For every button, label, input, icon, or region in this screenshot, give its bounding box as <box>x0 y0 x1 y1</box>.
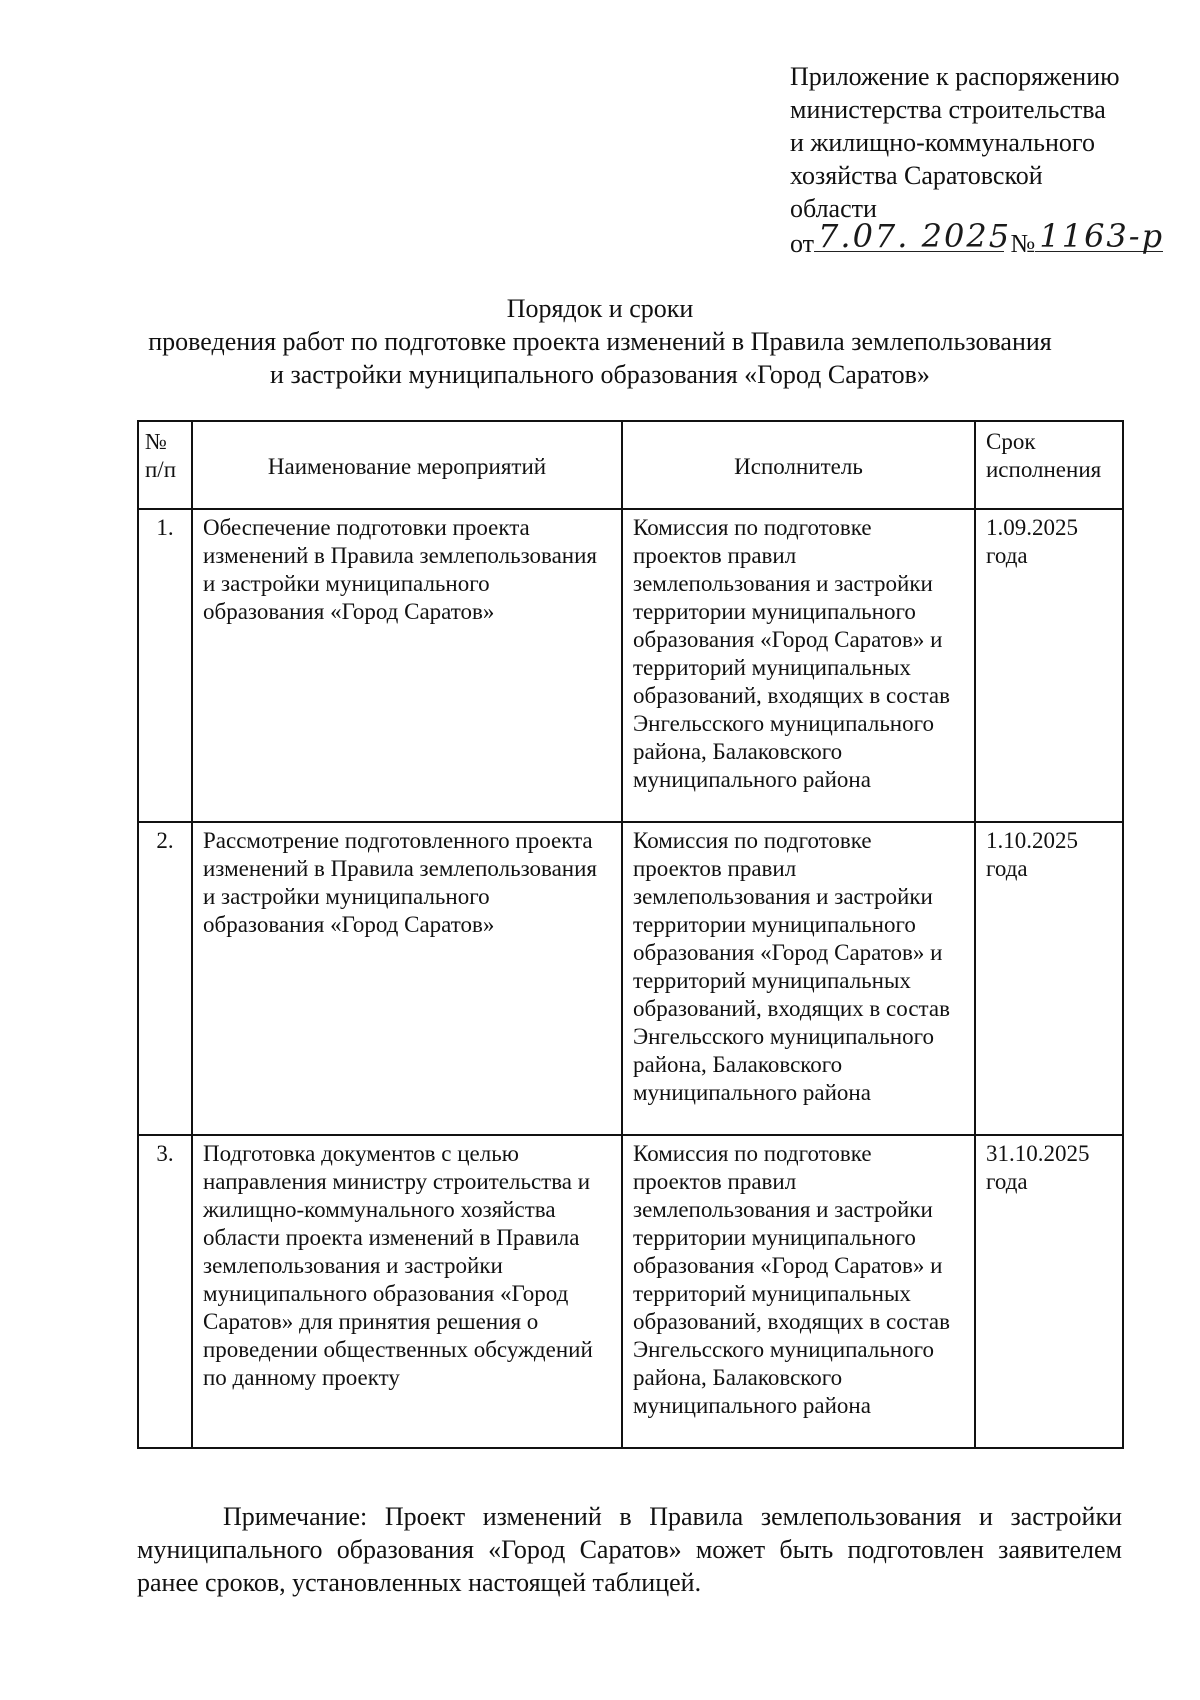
title-line: проведения работ по подготовке проекта изменений в Правила землепользования <box>148 327 1052 356</box>
appendix-line: Приложение к распоряжению <box>790 62 1120 91</box>
schedule-table <box>137 420 1124 1449</box>
title-line: Порядок и сроки <box>506 294 694 323</box>
table-row <box>138 1135 1123 1448</box>
row-num: 1. <box>138 509 192 822</box>
order-date-number <box>790 217 1180 263</box>
table-header-row <box>138 421 1123 509</box>
table-row <box>138 509 1123 822</box>
row-num: 2. <box>138 822 192 1135</box>
appendix-line: и жилищно-коммунального <box>790 128 1095 157</box>
row-term: 1.09.2025 года <box>975 509 1123 822</box>
appendix-block <box>790 60 1180 263</box>
header-num: № п/п <box>138 421 192 509</box>
date-field <box>814 217 1012 255</box>
row-name: Рассмотрение подготовленного проекта изменений в Правила землепользования и застройки муниципального образования «Город Саратов» <box>192 822 622 1135</box>
row-executor: Комиссия по подготовке проектов правил землепользования и застройки территории муниципального образования «Город Саратов» и территорий муниципальных образований, входящих в состав Энгельсского муниципального района, Балаковского муниципального района <box>622 509 975 822</box>
date-prefix: от <box>790 229 815 258</box>
row-name: Обеспечение подготовки проекта изменений в Правила землепользования и застройки муниципального образования «Город Саратов» <box>192 509 622 822</box>
appendix-line: хозяйства Саратовской <box>790 161 1043 190</box>
appendix-line: области <box>790 194 877 223</box>
number-field <box>1035 217 1165 255</box>
row-executor: Комиссия по подготовке проектов правил землепользования и застройки территории муниципального образования «Город Саратов» и территорий муниципальных образований, входящих в состав Энгельсского муниципального района, Балаковского муниципального района <box>622 1135 975 1448</box>
handwritten-number: 1163-р <box>1039 217 1165 255</box>
table-row <box>138 822 1123 1135</box>
number-prefix: № <box>1010 229 1036 258</box>
header-name: Наименование мероприятий <box>192 421 622 509</box>
row-executor: Комиссия по подготовке проектов правил землепользования и застройки территории муниципального образования «Город Саратов» и территорий муниципальных образований, входящих в состав Энгельсского муниципального района, Балаковского муниципального района <box>622 822 975 1135</box>
row-term: 1.10.2025 года <box>975 822 1123 1135</box>
title-line: и застройки муниципального образования «Город Саратов» <box>270 360 930 389</box>
row-term: 31.10.2025 года <box>975 1135 1123 1448</box>
row-name: Подготовка документов с целью направления министру строительства и жилищно-коммунального хозяйства области проекта изменений в Правила землепользования и застройки муниципального образования «Город Саратов» для принятия решения о проведении общественных обсуждений по данному проекту <box>192 1135 622 1448</box>
appendix-line: министерства строительства <box>790 95 1106 124</box>
row-num: 3. <box>138 1135 192 1448</box>
handwritten-date: 7.07. 2025 <box>818 217 1012 255</box>
header-executor: Исполнитель <box>622 421 975 509</box>
footnote: Примечание: Проект изменений в Правила землепользования и застройки муниципального образования «Город Саратов» может быть подготовлен заявителем ранее сроков, установленных настоящей таблицей. <box>137 1502 1122 1597</box>
document-title <box>0 292 1200 391</box>
header-term: Срок исполнения <box>975 421 1123 509</box>
